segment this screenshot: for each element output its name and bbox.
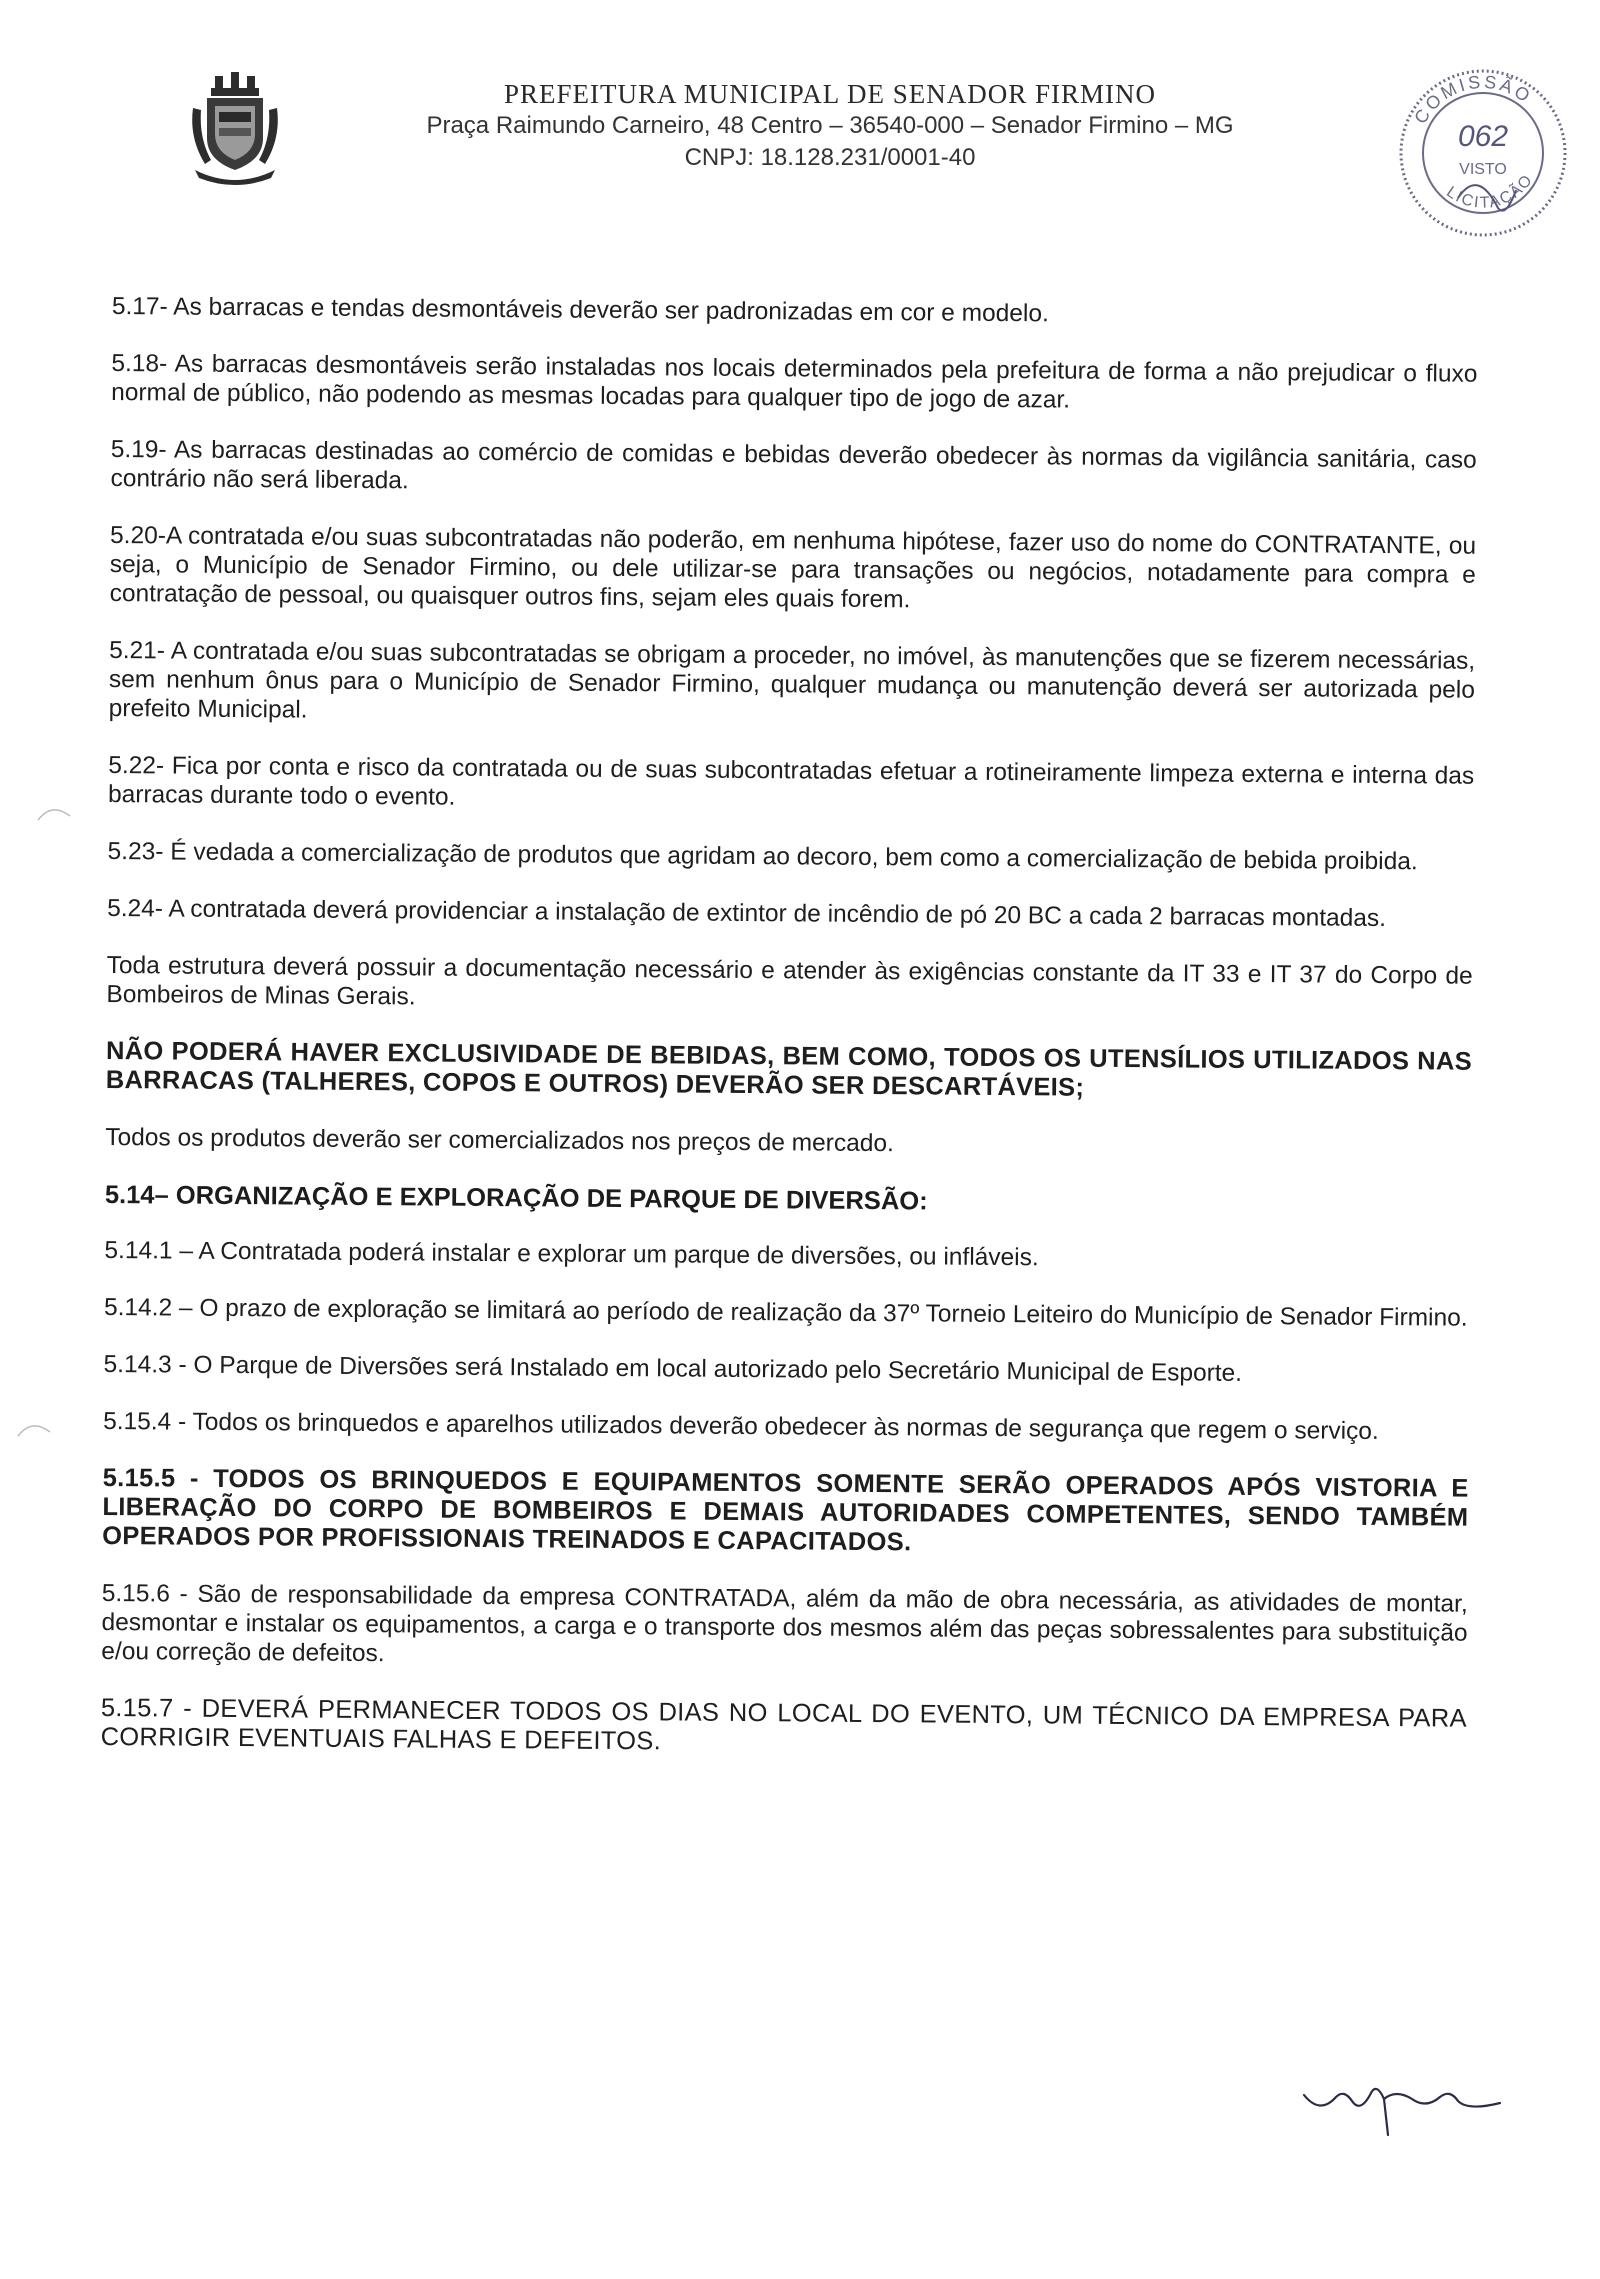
item-5-15-4: 5.15.4 - Todos os brinquedos e aparelhos utilizados deverão obedecer às normas de segurança que regem o serviço.: [103, 1407, 1379, 1445]
paragraph-5-17: 5.17- As barracas e tendas desmontáveis deverão ser padronizadas em cor e modelo.: [111, 292, 1049, 328]
svg-text:062: 062: [1457, 120, 1509, 153]
paragraph-5-20: 5.20-A contratada e/ou suas subcontratadas não poderão, em nenhuma hipótese, fazer uso do nome do CONTRATANTE, ou seja, o Município de Senador Firmino, ou dele utilizar-se para transações ou negócios, notadamente para compra e contratação de pessoal, ou quaisquer outros fins, sejam eles quais forem.: [109, 521, 1477, 614]
section-heading: 5.14– ORGANIZAÇÃO E EXPLORAÇÃO DE PARQUE DE DIVERSÃO:: [104, 1180, 928, 1216]
margin-mark-icon: [36, 800, 72, 824]
document-body: [100, 292, 1478, 1791]
svg-text:LICITAÇÃO: LICITAÇÃO: [1443, 170, 1537, 212]
paragraph-estrutura: Toda estrutura deverá possuir a documentação necessário e atender às exigências constante da IT 33 e IT 37 do Corpo de Bombeiros de Minas Gerais.: [106, 951, 1473, 1011]
municipality-cnpj: CNPJ: 18.128.231/0001-40: [684, 144, 976, 171]
paragraph-5-21: 5.21- A contratada e/ou suas subcontratadas se obrigam a proceder, no imóvel, às manutenções que se fizerem necessárias, sem nenhum ônus para o Município de Senador Firmino, qualquer mudança ou manutenção deverá ser autorizada pelo prefeito Municipal.: [108, 636, 1476, 724]
handwritten-signature-icon: [1300, 2055, 1510, 2145]
municipality-address: Praça Raimundo Carneiro, 48 Centro – 36540-000 – Senador Firmino – MG: [426, 112, 1234, 139]
paragraph-5-18: 5.18- As barracas desmontáveis serão instaladas nos locais determinados pela prefeitura de forma a não prejudicar o fluxo normal de público, não podendo as mesmas locadas para qualquer tipo de jogo de azar.: [111, 349, 1478, 414]
item-5-14-1: 5.14.1 – A Contratada poderá instalar e explorar um parque de diversões, ou infláveis.: [104, 1236, 1039, 1272]
commission-stamp-icon: [1388, 58, 1578, 248]
item-5-14-3: 5.14.3 - O Parque de Diversões será Instalado em local autorizado pelo Secretário Municipal de Esporte.: [103, 1350, 1243, 1387]
municipality-title: PREFEITURA MUNICIPAL DE SENADOR FIRMINO: [503, 79, 1157, 109]
paragraph-5-19: 5.19- As barracas destinadas ao comércio de comidas e bebidas deverão obedecer às normas da vigilância sanitária, caso contrário não será liberada.: [110, 435, 1477, 495]
municipal-coat-of-arms-icon: [185, 68, 285, 188]
paragraph-exclusividade: NÃO PODERÁ HAVER EXCLUSIVIDADE DE BEBIDAS, BEM COMO, TODOS OS UTENSÍLIOS UTILIZADOS NAS BARRACAS (TALHERES, COPOS E OUTROS) DEVERÃO SER DESCARTÁVEIS;: [105, 1036, 1473, 1102]
margin-mark-icon: [16, 1416, 52, 1440]
letterhead: [330, 78, 1330, 174]
paragraph-5-22: 5.22- Fica por conta e risco da contratada ou de suas subcontratadas efetuar a rotineiramente limpeza externa e interna das barracas durante todo o evento.: [107, 751, 1475, 811]
paragraph-5-23: 5.23- É vedada a comercialização de produtos que agridam ao decoro, bem como a comercialização de bebida proibida.: [107, 837, 1418, 876]
item-5-15-7: 5.15.7 - DEVERÁ PERMANECER TODOS OS DIAS NO LOCAL DO EVENTO, UM TÉCNICO DA EMPRESA PARA CORRIGIR EVENTUAIS FALHAS E DEFEITOS.: [100, 1693, 1467, 1756]
svg-text:COMISSÃO: COMISSÃO: [1410, 71, 1536, 128]
paragraph-precos: Todos os produtos deverão ser comercializados nos preços de mercado.: [105, 1123, 894, 1158]
paragraph-5-24: 5.24- A contratada deverá providenciar a instalação de extintor de incêndio de pó 20 BC a cada 2 barracas montadas.: [107, 894, 1387, 933]
item-5-14-2: 5.14.2 – O prazo de exploração se limitará ao período de realização da 37º Torneio Leiteiro do Município de Senador Firmino.: [103, 1293, 1468, 1332]
svg-text:VISTO: VISTO: [1459, 161, 1507, 178]
item-5-15-6: 5.15.6 - São de responsabilidade da empresa CONTRATADA, além da mão de obra necessária, as atividades de montar, desmontar e instalar os equipamentos, a carga e o transporte dos mesmos além das peças sobressalentes para substituição e/ou correção de defeitos.: [101, 1579, 1468, 1668]
item-5-15-5: 5.15.5 - TODOS OS BRINQUEDOS E EQUIPAMENTOS SOMENTE SERÃO OPERADOS APÓS VISTORIA E LIBERAÇÃO DO CORPO DE BOMBEIROS E DEMAIS AUTORIDADES COMPETENTES, SENDO TAMBÉM OPERADOS POR PROFISSIONAIS TREINADOS E CAPACITADOS.: [102, 1463, 1469, 1557]
